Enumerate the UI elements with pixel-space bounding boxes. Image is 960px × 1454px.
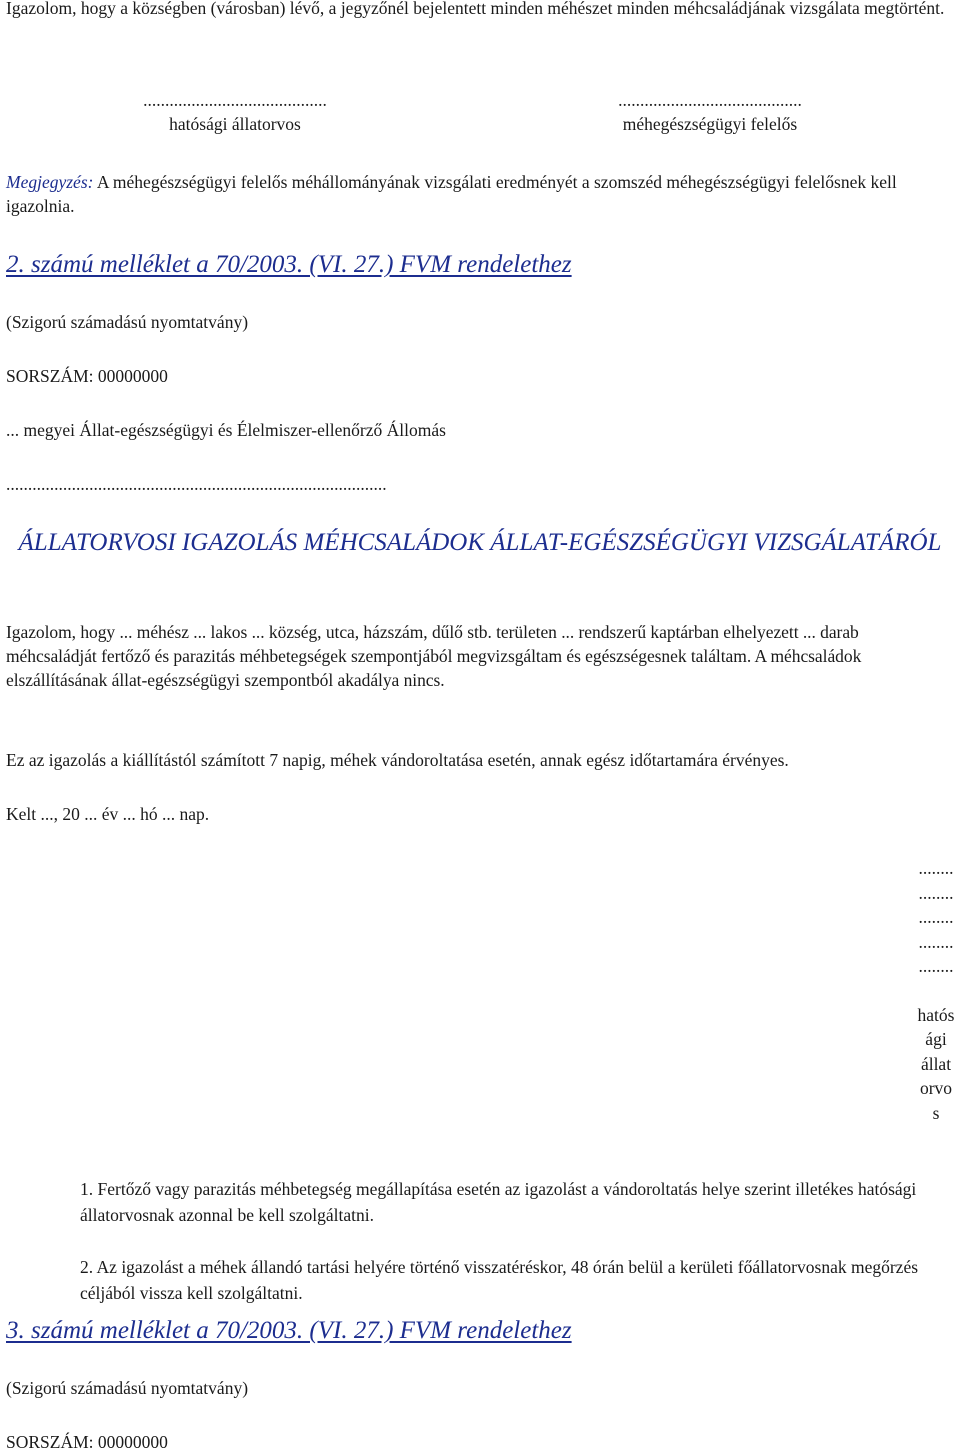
station-line: ... megyei Állat-egészségügyi és Élelmiszer-ellenőrző Állomás: [6, 420, 446, 440]
footnote-1: 1. Fertőző vagy parazitás méhbetegség megállapítása esetén az igazolást a vándoroltatás helye szerint illetékes hatósági állatorvosnak azonnal be kell szolgáltatni.: [80, 1178, 917, 1225]
signature-label: s: [932, 1102, 940, 1123]
intro-paragraph: Igazolom, hogy a községben (városban) lévő, a jegyzőnél bejelentett minden méhészet minden méhcsaládjának vizsgálata megtörtént.: [6, 0, 945, 18]
signature-label: hatósági állatorvos: [169, 114, 301, 134]
signature-label: ági: [925, 1029, 947, 1049]
note-text: A méhegészségügyi felelős méhállományának vizsgálati eredményét a szomszéd méhegészségügyi felelősnek kell igazolnia.: [6, 172, 897, 216]
signature-line: ........: [918, 907, 954, 927]
signature-label: állat: [920, 1053, 952, 1074]
serial-number: SORSZÁM: 00000000: [6, 366, 168, 386]
serial-number-2: SORSZÁM: 00000000: [6, 1432, 168, 1452]
certificate-title: ÁLLATORVOSI IGAZOLÁS MÉHCSALÁDOK ÁLLAT-EGÉSZSÉGÜGYI VIZSGÁLATÁRÓL: [18, 529, 942, 556]
note-paragraph: [6, 170, 952, 218]
signature-line: ........: [918, 956, 954, 976]
signature-line: ..........................................: [143, 90, 327, 110]
signature-line: ..........................................: [618, 90, 802, 110]
signature-line: ........: [918, 858, 954, 878]
signature-line: ........: [918, 882, 954, 903]
signature-vet: [130, 88, 340, 136]
signature-vet-column: [914, 856, 958, 1125]
strict-form-label-2: (Szigorú számadású nyomtatvány): [6, 1378, 249, 1398]
signature-label: méhegészségügyi felelős: [622, 114, 798, 134]
date-line: Kelt ..., 20 ... év ... hó ... nap.: [6, 804, 210, 824]
annex3-heading: 3. számú melléklet a 70/2003. (VI. 27.) FVM rendelethez: [6, 1317, 572, 1344]
certificate-body: Igazolom, hogy ... méhész ... lakos ... község, utca, házszám, dűlő stb. területen ... rendszerű kaptárban elhelyezett ... darab méhcsaládját fertőző és parazitás méhbetegségek szempontjából megvizsgáltam és egészségesnek találtam. A méhcsaládok elszállításának állat-egészségügyi szempontból akadálya nincs.: [6, 622, 862, 690]
signature-bee-officer: [590, 88, 830, 136]
signature-label: orvo: [919, 1078, 953, 1098]
signature-label: hatós: [917, 1004, 955, 1025]
signature-line: ........: [918, 931, 954, 952]
dots-line: .......................................................................................: [6, 474, 387, 494]
footnote-2: 2. Az igazolást a méhek állandó tartási helyére történő visszatéréskor, 48 órán belül a kerületi főállatorvosnak megőrzés céljából vissza kell szolgáltatni.: [80, 1256, 919, 1303]
note-label: Megjegyzés:: [6, 172, 94, 192]
validity-paragraph: Ez az igazolás a kiállítástól számított 7 napig, méhek vándoroltatása esetén, annak egész időtartamára érvényes.: [6, 750, 789, 770]
annex2-heading: 2. számú melléklet a 70/2003. (VI. 27.) FVM rendelethez: [6, 251, 572, 278]
strict-form-label: (Szigorú számadású nyomtatvány): [6, 312, 249, 332]
